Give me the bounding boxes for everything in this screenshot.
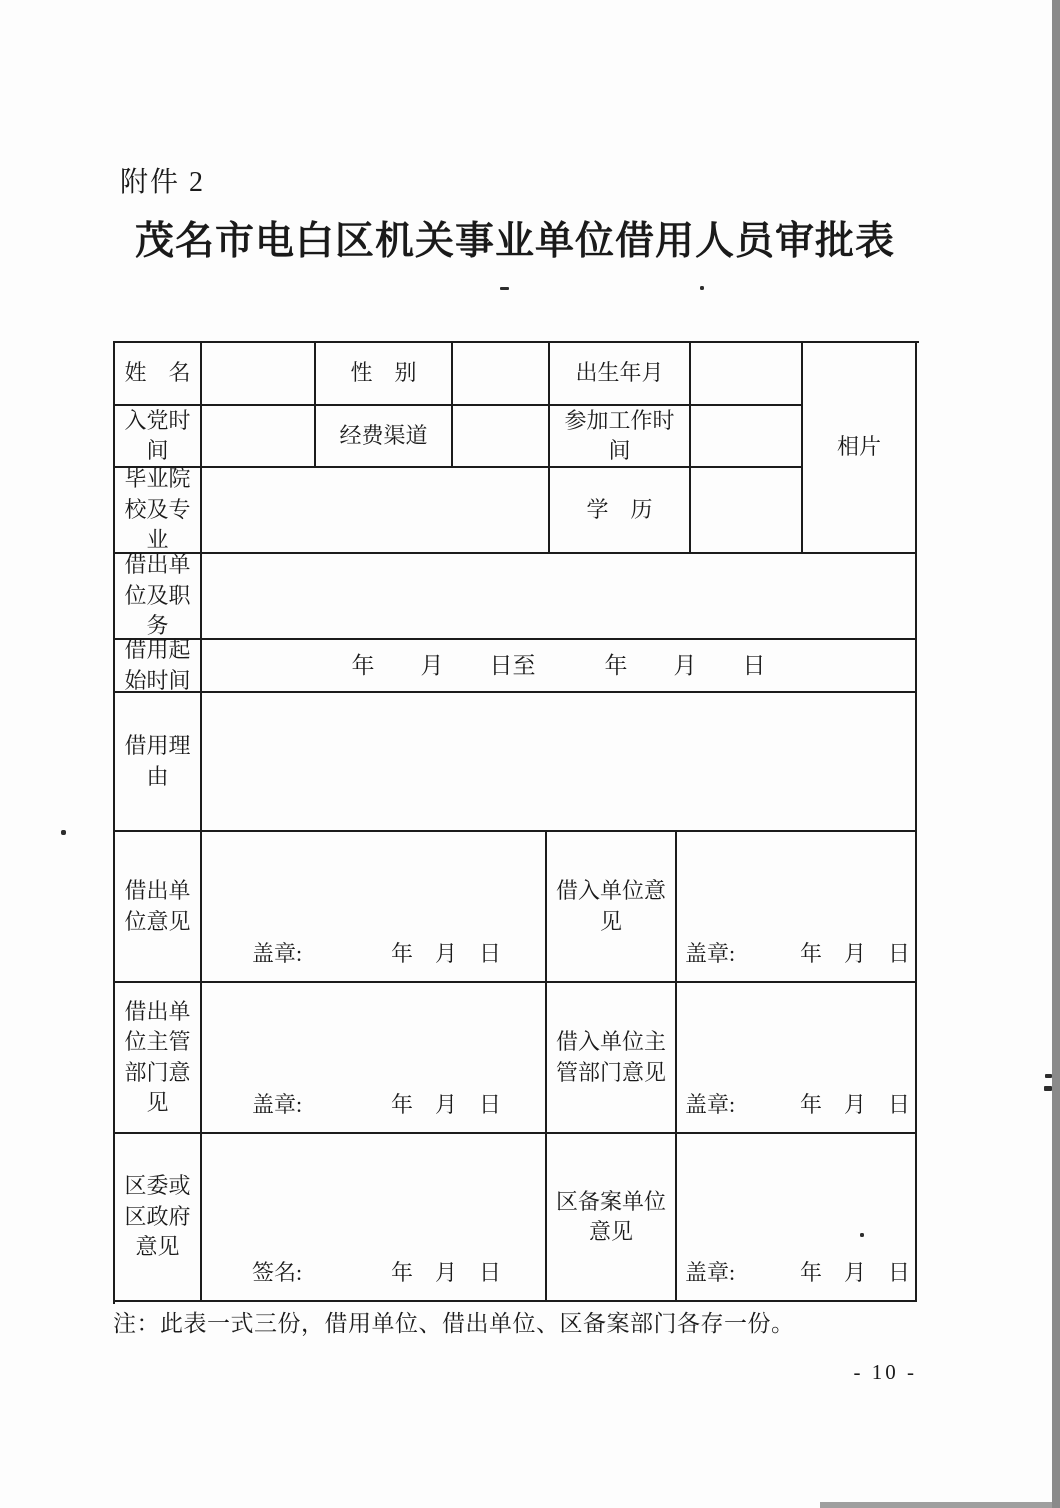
lend-dept-opinion-label-cell: 借出单位主管部门意见	[115, 983, 202, 1134]
attachment-label: 附件 2	[120, 167, 206, 198]
scan-artifact	[1044, 1086, 1052, 1091]
page-number: - 10 -	[853, 1360, 917, 1384]
work-time-label-cell: 参加工作时间	[550, 406, 691, 468]
sign-label: 签名:	[252, 1259, 303, 1285]
stamp-label: 盖章:	[252, 1091, 303, 1117]
lend-unit-label-cell: 借出单位及职务	[115, 554, 202, 640]
date-placeholder: 年 月 日	[390, 940, 501, 966]
stamp-label: 盖章:	[685, 940, 736, 966]
district-opinion-value-cell	[202, 1134, 547, 1302]
record-opinion-label-cell: 区备案单位意见	[547, 1134, 677, 1302]
scan-artifact	[1045, 1074, 1052, 1078]
borrow-dept-opinion-label-cell: 借入单位主管部门意见	[547, 983, 677, 1134]
district-opinion-label-cell: 区委或区政府意见	[115, 1134, 202, 1302]
lend-opinion-label-cell: 借出单位意见	[115, 832, 202, 983]
lend-unit-value-cell	[202, 554, 917, 640]
reason-label-cell: 借用理由	[115, 693, 202, 832]
stamp-date-line	[677, 1258, 915, 1300]
date-placeholder: 年 月 日	[799, 1091, 910, 1117]
school-label-cell: 毕业院校及专业	[115, 468, 202, 554]
gender-label-cell: 性 别	[316, 343, 453, 406]
approval-form-table	[113, 341, 919, 1304]
borrow-dept-opinion-value-cell	[677, 983, 917, 1134]
scan-artifact	[860, 1233, 864, 1237]
date-placeholder: 年 月 日	[390, 1091, 501, 1117]
school-value-cell	[202, 468, 550, 554]
funding-label-cell: 经费渠道	[316, 406, 453, 468]
name-label-cell: 姓 名	[115, 343, 202, 406]
period-label-cell: 借用起始时间	[115, 640, 202, 693]
borrow-opinion-value-cell	[677, 832, 917, 983]
party-time-label-cell: 入党时间	[115, 406, 202, 468]
date-placeholder: 年 月 日	[799, 1259, 910, 1285]
stamp-date-line	[677, 1090, 915, 1132]
scan-artifact	[500, 287, 509, 290]
scan-edge-shadow-bottom	[820, 1502, 1060, 1508]
page-title: 茂名市电白区机关事业单位借用人员审批表	[134, 220, 895, 263]
reason-value-cell	[202, 693, 917, 832]
funding-value-cell	[453, 406, 550, 468]
date-placeholder: 年 月 日	[390, 1259, 501, 1285]
party-time-value-cell	[202, 406, 316, 468]
scan-artifact	[61, 830, 66, 835]
date-placeholder: 年 月 日	[799, 940, 910, 966]
scan-edge-shadow-right	[1052, 0, 1060, 1508]
education-value-cell	[691, 468, 803, 554]
scan-artifact	[700, 286, 704, 290]
gender-value-cell	[453, 343, 550, 406]
stamp-label: 盖章:	[685, 1091, 736, 1117]
birth-label-cell: 出生年月	[550, 343, 691, 406]
stamp-label: 盖章:	[685, 1259, 736, 1285]
education-label-cell: 学 历	[550, 468, 691, 554]
sign-date-line	[202, 1258, 545, 1300]
lend-opinion-value-cell	[202, 832, 547, 983]
birth-value-cell	[691, 343, 803, 406]
lend-dept-opinion-value-cell	[202, 983, 547, 1134]
stamp-label: 盖章:	[252, 940, 303, 966]
name-value-cell	[202, 343, 316, 406]
record-opinion-value-cell	[677, 1134, 917, 1302]
stamp-date-line	[202, 1090, 545, 1132]
borrow-opinion-label-cell: 借入单位意见	[547, 832, 677, 983]
photo-cell: 相片	[803, 343, 917, 554]
footnote: 注：此表一式三份，借用单位、借出单位、区备案部门各存一份。	[113, 1311, 795, 1336]
work-time-value-cell	[691, 406, 803, 468]
stamp-date-line	[677, 939, 915, 981]
period-value-cell: 年 月 日至 年 月 日	[202, 640, 917, 693]
stamp-date-line	[202, 939, 545, 981]
